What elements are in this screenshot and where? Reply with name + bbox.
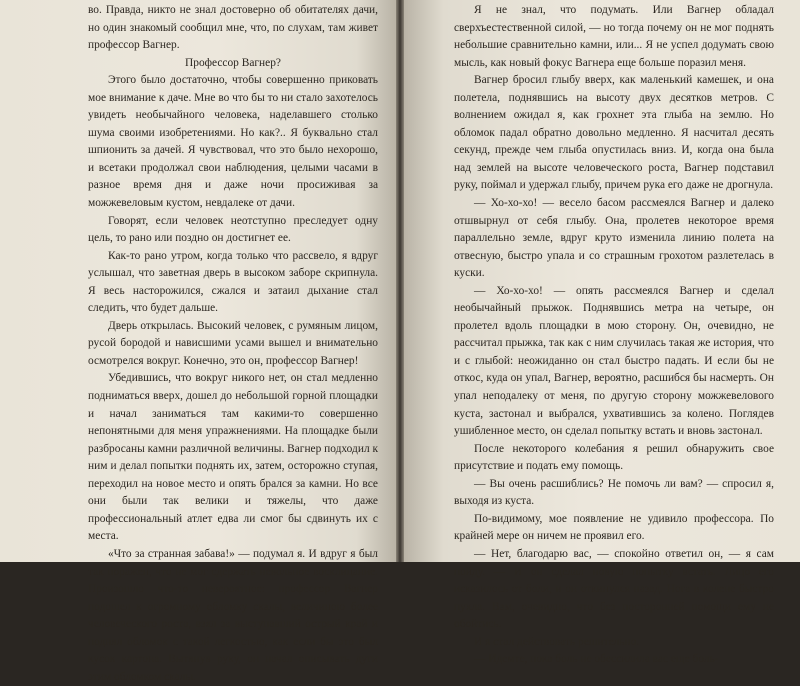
paragraph: Говорят, если человек неотступно преследует одну цель, то рано или поздно он достигнет ее.	[88, 214, 378, 245]
paragraph: Этого было достаточно, чтобы совершенно приковать мое внимание к даче. Мне во что бы то ни стало захотелось увидеть необычайного человека, наделавшего столько шума своими изобретениями. Но как?.. Я буквально стал шпионить за дачей. Я чувствовал, что это было нехорошо, и всетаки продолжал свои наблюдения, целыми часами в разное время дня и даже ночи просиживая за можжевеловым кустом, невдалеке от дачи.	[88, 74, 378, 210]
paragraph: Профессор Вагнер?	[185, 56, 281, 69]
paragraph: Убедившись, что вокруг никого нет, он стал медленно подниматься вверх, дошел до небольшой горной площадки и начал заниматься там какими-то совершенно непонятными для меня упражнениями. На площадке были разбросаны камни различной величины. Вагнер подходил к ним и делал попытки поднять их, затем, осторожно ступая, переходил на новое место и опять брался за камни. Но все они были так велики и тяжелы, что даже профессиональный атлет едва ли смог бы сдвинуть их с места.	[88, 372, 379, 543]
paragraph: — Хо-хо-хо! — весело басом рассмеялся Вагнер и далеко отшвырнул от себя глыбу. Она, пролетев некоторое время параллельно земле, вдруг круто изменила линию полета на отвесную, быстро упала и со страшным грохотом разлетелась в куски.	[454, 197, 774, 280]
paragraph: По-видимому, мое появление не удивило профессора. По крайней мере он ничем не проявил его.	[454, 512, 774, 543]
paragraph: Я не знал, что подумать. Или Вагнер обладал сверхъестественной силой, — но тогда почему он не мог поднять небольшие сравнительно камни, или... Я не успел додумать свою мысль, как новый фокус Вагнера еще больше поразил меня.	[454, 4, 774, 69]
paragraph: Дверь открылась. Высокий человек, с румяным лицом, русой бородой и нависшими усами вышел и внимательно осмотрелся вокруг. Конечно, это он, профессор Вагнер!	[88, 319, 378, 367]
paragraph: во. Правда, никто не знал достоверно об обитателях дачи, но один знакомый сообщил мне, что, по слухам, там живет профессор Вагнер.	[88, 4, 378, 52]
paragraph: И я стал действовать решительно.	[474, 635, 640, 648]
left-page	[0, 0, 396, 683]
paragraph: — Нет, благодарю вас, — спокойно ответил он, — я сам пойду. — И он сделал новую попытку встать. Лицо его исказилось от боли, и он откинулся назад. Нога в колене быстро пухла. Вам, очевидно, что без посторонней помощи ему не обойтись.	[454, 547, 774, 631]
paragraph: После некоторого колебания я решил обнаружить свое присутствие и подать ему помощь.	[454, 442, 774, 473]
paragraph: Как-то рано утром, когда только что рассвело, я вдруг услышал, что заветная дверь в высоком заборе скрипнула. Я весь насторожился, сжался и затаил дыхание стал следить, что будет дальше.	[88, 249, 378, 315]
paragraph: Вагнер бросил глыбу вверх, как маленький камешек, и она полетела, поднявшись на высоту двух десятков метров. С волнением ожидал я, как грохнет эта глыба на землю. Но обломок падал обратно довольно медленно. Я насчитал десять секунд, прежде чем глыба опустилась вниз. И, когда она была над землей на высоте человеческого роста, Вагнер подставил руку, поймал и удержал глыбу, причем рука его даже не дрогнула.	[454, 74, 774, 192]
paragraph: — Идемте, пока боль не обессилила вас еще боль-	[474, 653, 719, 666]
paragraph: — Вы очень расшиблись? Не помочь ли вам? — спросил я, выходя из куста.	[454, 477, 774, 508]
book-gutter	[396, 0, 404, 562]
right-page	[404, 0, 800, 666]
paragraph: — Хо-хо-хо! — опять рассмеялся Вагнер и сделал необычайный прыжок. Поднявшись метра на четыре, он пролетел вдоль площадки в мою сторону. Он, очевидно, не рассчитал прыжка, так как с ним случилась такая же история, что и с глыбой: неожиданно он стал быстро падать. И если бы не откос, куда он упал, Вагнер, вероятно, расшибся бы насмерть. Он упал неподалеку от меня, по другую сторону можжевелового куста, застонал и выбрался, ухватившись за колено. Поглядев ушибленное место, он сделал попытку встать и вновь застонал.	[454, 284, 774, 438]
paragraph: «Что за странная забава!» — подумал я. И вдруг я был так поражен, что не мог сдержать невольное восклицание. Произошло что-то невероятное: профессор Вагнер подошел к огромному обломку скалы, величиною более человеческого роста, взял за выступавший острый край и поднял обломок с такой легкостью, как если бы это был кусок картона. Вытянув руку, он начал описывать дуги этим обломком скалы.	[88, 547, 378, 683]
